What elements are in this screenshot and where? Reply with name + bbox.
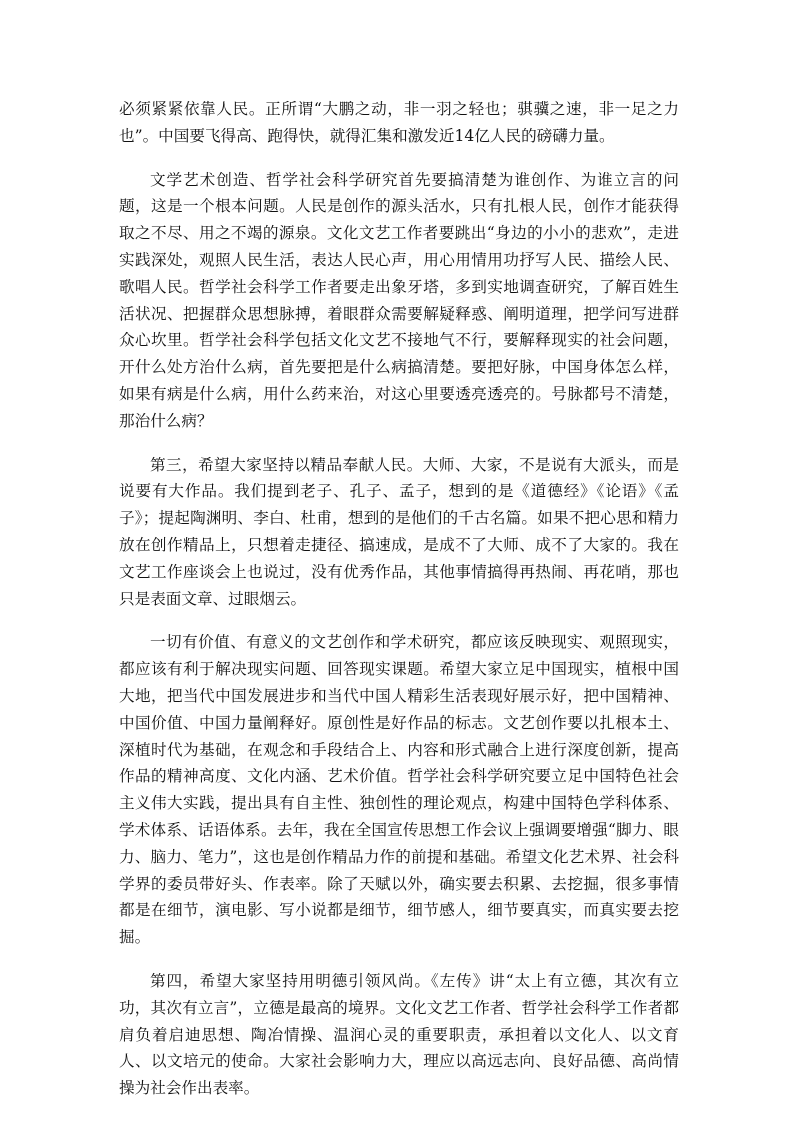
paragraph-4: 一切有价值、有意义的文艺创作和学术研究，都应该反映现实、观照现实，都应该有利于解决现实问题、回答现实课题。希望大家立足中国现实，植根中国大地，把当代中国发展进步和当代中国人精彩生活表现好展示好，把中国精神、中国价值、中国力量阐释好。原创性是好作品的标志。文艺创作要以扎根本土、深植时代为基础，在观念和手段结合上、内容和形式融合上进行深度创新，提高作品的精神高度、文化内涵、艺术价值。哲学社会科学研究要立足中国特色社会主义伟大实践，提出具有自主性、独创性的理论观点，构建中国特色学科体系、学术体系、话语体系。去年，我在全国宣传思想工作会议上强调要增强“脚力、眼力、脑力、笔力”，这也是创作精品力作的前提和基础。希望文化艺术界、社会科学界的委员带好头、作表率。除了天赋以外，确实要去积累、去挖掘，很多事情都是在细节，演电影、写小说都是细节，细节感人，细节要真实，而真实要去挖掘。	[119, 633, 679, 947]
paragraph-1: 必须紧紧依靠人民。正所谓“大鹏之动，非一羽之轻也；骐骥之速，非一足之力也”。中国要飞得高、跑得快，就得汇集和激发近14亿人民的磅礴力量。	[119, 100, 679, 145]
paragraph-3: 第三，希望大家坚持以精品奉献人民。大师、大家，不是说有大派头，而是说要有大作品。我们提到老子、孔子、孟子，想到的是《道德经》《论语》《孟子》；提起陶渊明、李白、杜甫，想到的是他们的千古名篇。如果不把心思和精力放在创作精品上，只想着走捷径、搞速成，是成不了大师、成不了大家的。我在文艺工作座谈会上也说过，没有优秀作品，其他事情搞得再热闹、再花哨，那也只是表面文章、过眼烟云。	[119, 455, 679, 608]
paragraph-2: 文学艺术创造、哲学社会科学研究首先要搞清楚为谁创作、为谁立言的问题，这是一个根本问题。人民是创作的源头活水，只有扎根人民，创作才能获得取之不尽、用之不竭的源泉。文化文艺工作者要跳出“身边的小小的悲欢”，走进实践深处，观照人民生活，表达人民心声，用心用情用功抒写人民、描绘人民、歌唱人民。哲学社会科学工作者要走出象牙塔，多到实地调查研究，了解百姓生活状况、把握群众思想脉搏，着眼群众需要解疑释惑、阐明道理，把学问写进群众心坎里。哲学社会科学包括文化文艺不接地气不行，要解释现实的社会问题，开什么处方治什么病，首先要把是什么病搞清楚。要把好脉，中国身体怎么样，如果有病是什么病，用什么药来治，对这心里要透亮透亮的。号脉都号不清楚，那治什么病？	[119, 170, 679, 430]
document-body	[119, 96, 679, 1119]
paragraph-5: 第四，希望大家坚持用明德引领风尚。《左传》讲“太上有立德，其次有立功，其次有立言”，立德是最高的境界。文化文艺工作者、哲学社会科学工作者都肩负着启迪思想、陶冶情操、温润心灵的重要职责，承担着以文化人、以文育人、以文培元的使命。大家社会影响力大，理应以高远志向、良好品德、高尚情操为社会作出表率。	[119, 971, 679, 1098]
